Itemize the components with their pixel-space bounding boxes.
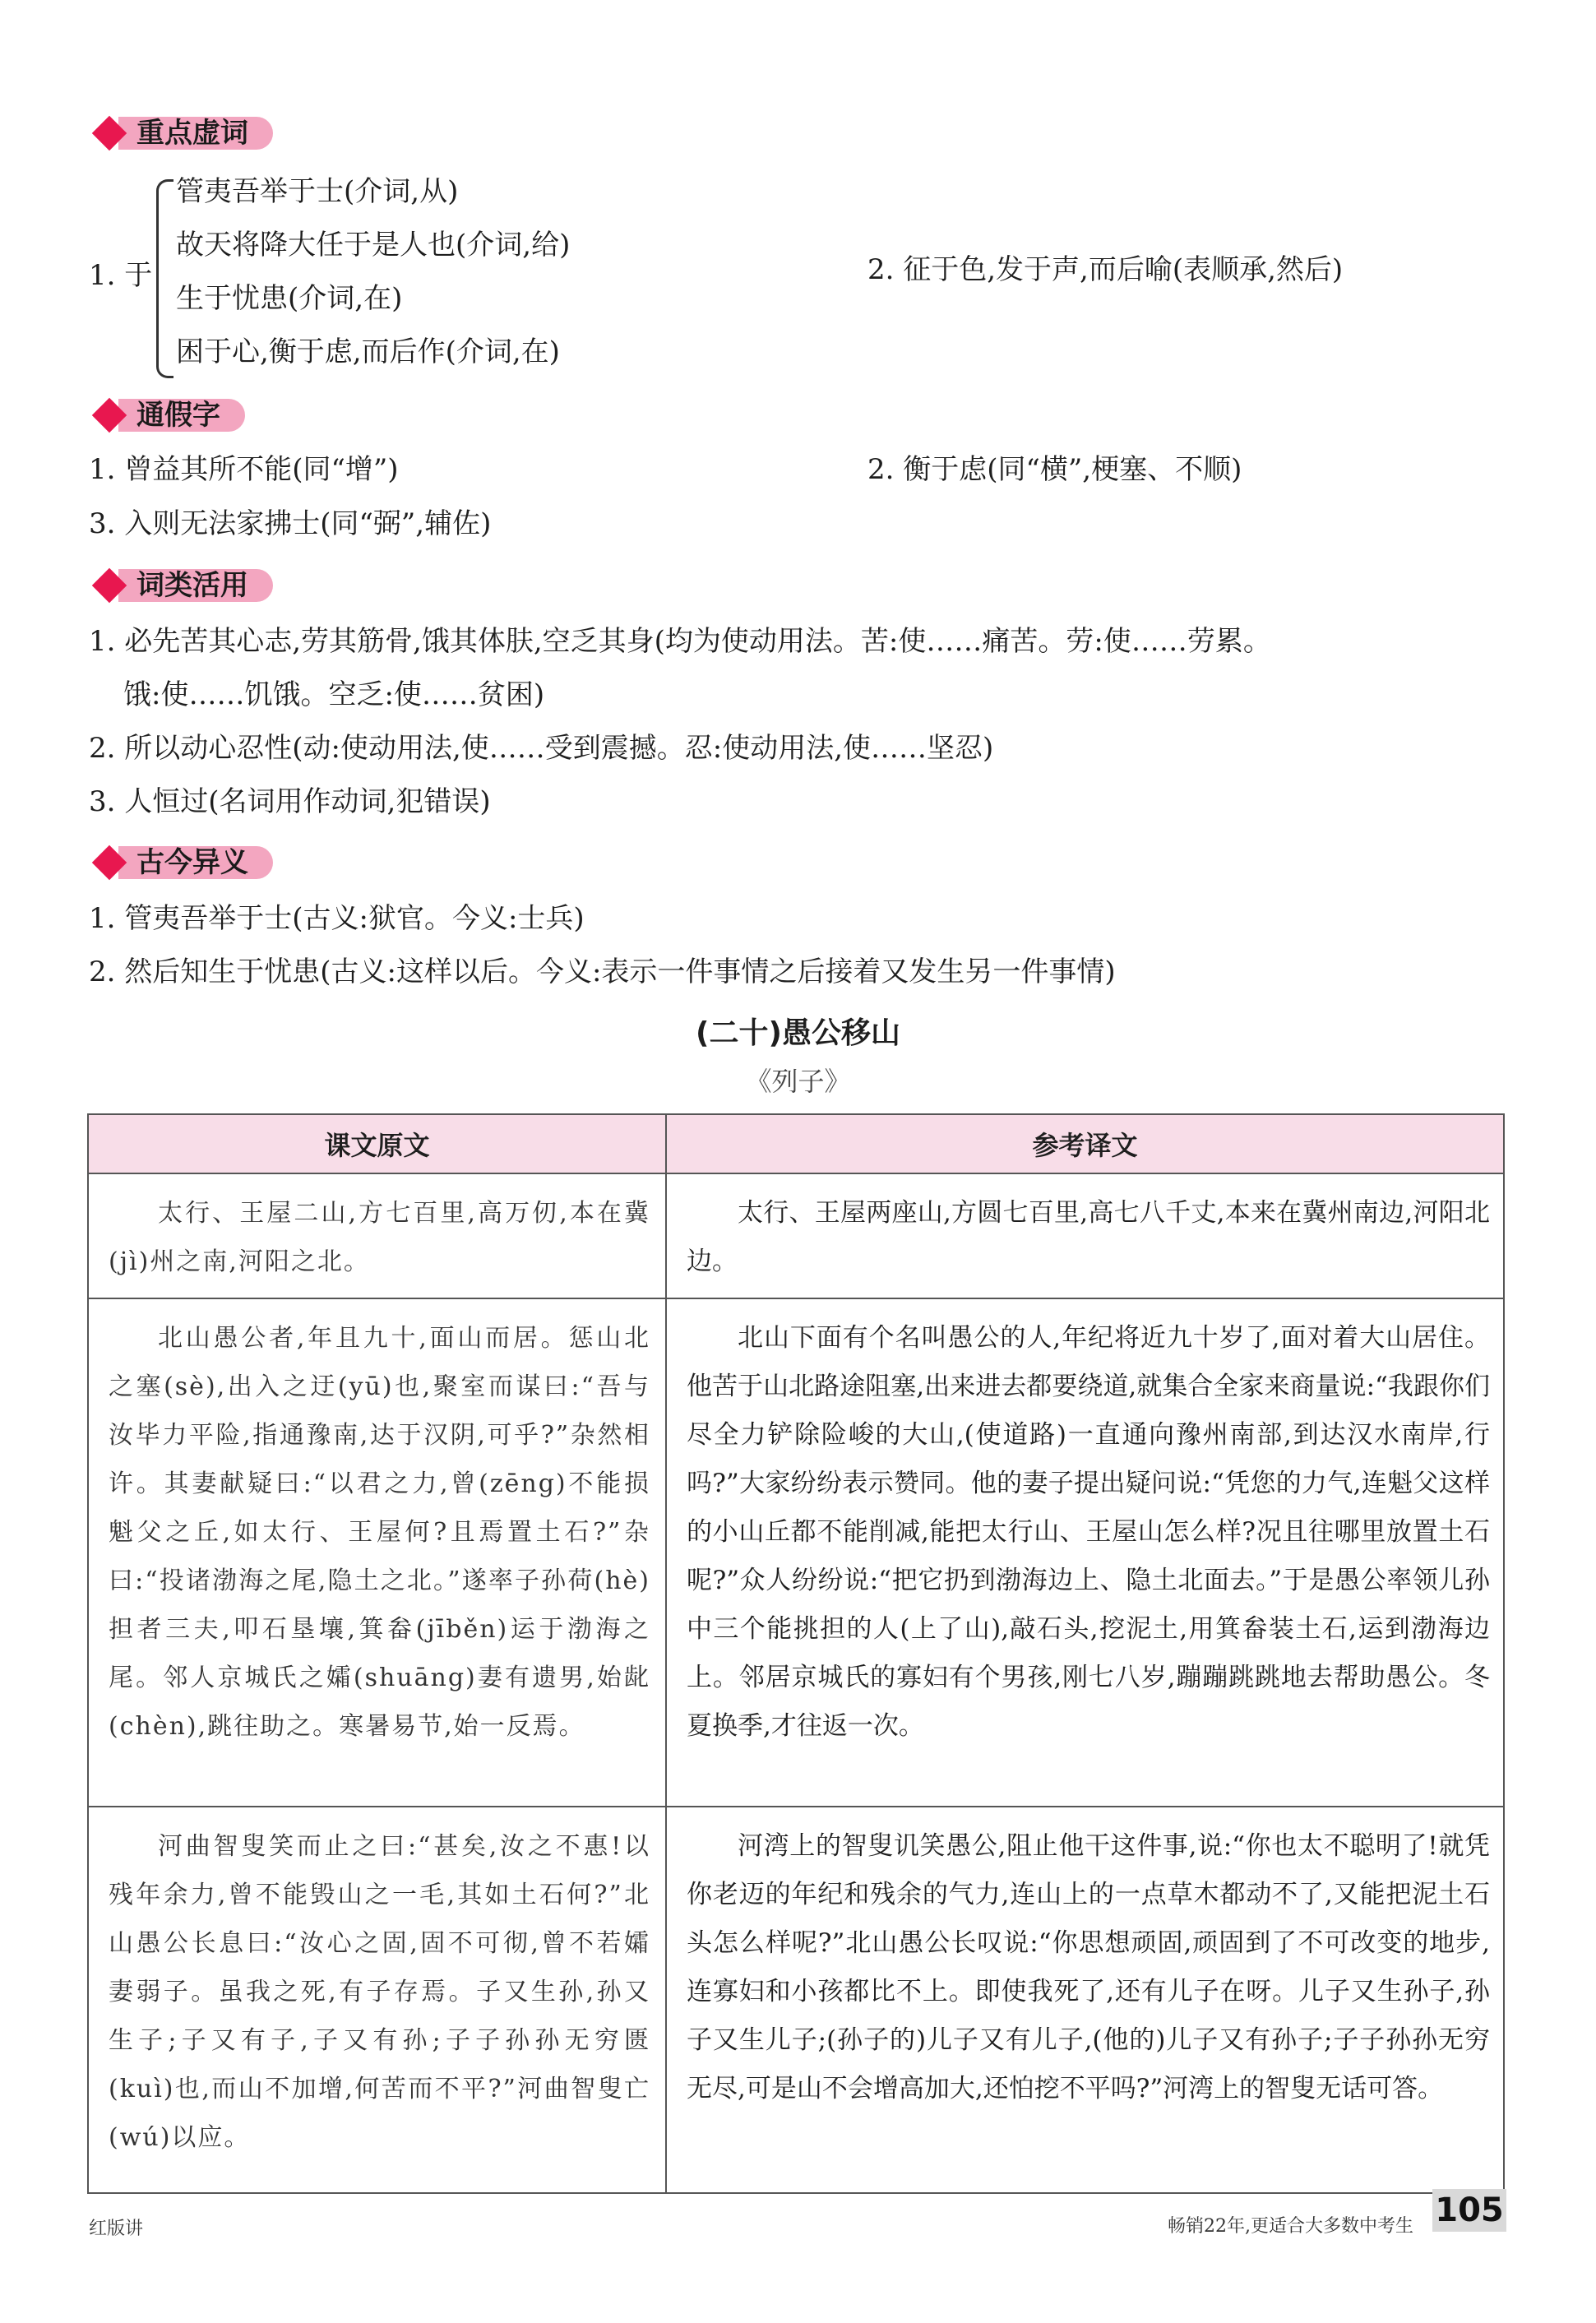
example-line: 2. 所以动心忍性(动:使动用法,使……受到震撼。忍:使动用法,使……坚忍) (89, 732, 994, 765)
column-header-original: 课文原文 (88, 1114, 666, 1173)
table-row (88, 1298, 1504, 1807)
example-line: 2. 然后知生于忧患(古义:这样以后。今义:表示一件事情之后接着又发生另一件事情) (89, 956, 1116, 988)
column-header-translation: 参考译文 (666, 1114, 1504, 1173)
section-header-label: 古今异义 (118, 846, 273, 879)
section-header-label: 重点虚词 (118, 117, 273, 150)
example-line: 2. 衡于虑(同“横”,梗塞、不顺) (867, 453, 1242, 486)
example-line: 生于忧患(介词,在) (176, 282, 403, 315)
example-line: 2. 征于色,发于声,而后喻(表顺承,然后) (867, 253, 1344, 286)
text-translation-table (87, 1113, 1505, 2194)
article-title: (二十)愚公移山 (696, 1016, 900, 1050)
page-number: 105 (1432, 2189, 1506, 2232)
brace-bracket (156, 179, 173, 378)
section-header-label: 词类活用 (118, 569, 273, 602)
original-text-cell: 北山愚公者,年且九十,面山而居。惩山北之塞(sè),出入之迂(yū)也,聚室而谋曰:“吾与汝毕力平险,指通豫南,达于汉阴,可乎?”杂然相许。其妻献疑曰:“以君之力,曾(zēng)不能损魁父之丘,如太行、王屋何?且焉置土石?”杂曰:“投诸渤海之尾,隐土之北。”遂率子孙荷(hè)担者三夫,叩石垦壤,箕畚(jīběn)运于渤海之尾。邻人京城氏之孀(shuāng)妻有遗男,始龀(chèn),跳往助之。寒暑易节,始一反焉。 (88, 1298, 666, 1807)
table-header-row (88, 1114, 1504, 1173)
section-header-label: 通假字 (118, 399, 245, 432)
table-row (88, 1173, 1504, 1298)
example-line: 1. 管夷吾举于士(古义:狱官。今义:士兵) (89, 902, 585, 935)
example-line: 管夷吾举于士(介词,从) (176, 175, 459, 208)
example-line: 故天将降大任于是人也(介词,给) (176, 229, 571, 261)
translation-text-cell: 河湾上的智叟讥笑愚公,阻止他干这件事,说:“你也太不聪明了!就凭你老迈的年纪和残余的气力,连山上的一点草木都动不了,又能把泥土石头怎么样呢?”北山愚公长叹说:“你思想顽固,顽固到了不可改变的地步,连寡妇和小孩都比不上。即使我死了,还有儿子在呀。儿子又生孙子,孙子又生儿子;(孙子的)儿子又有儿子,(他的)儿子又有孙子;子子孙孙无穷无尽,可是山不会增高加大,还怕挖不平吗?”河湾上的智叟无话可答。 (666, 1807, 1504, 2193)
example-line: 饿:使……饥饿。空乏:使……贫困) (123, 678, 545, 711)
example-line: 1. 曾益其所不能(同“增”) (89, 453, 399, 486)
section-header-ancient-modern-meaning (89, 845, 273, 881)
example-line: 困于心,衡于虑,而后作(介词,在) (176, 335, 560, 368)
example-line: 3. 人恒过(名词用作动词,犯错误) (89, 785, 491, 818)
translation-text-cell: 太行、王屋两座山,方圆七百里,高七八千丈,本来在冀州南边,河阳北边。 (666, 1173, 1504, 1298)
section-header-interchangeable-characters (89, 397, 245, 433)
example-line: 1. 必先苦其心志,劳其筋骨,饿其体肤,空乏其身(均为使动用法。苦:使……痛苦。劳:使……劳累。 (89, 625, 1271, 658)
item-label: 1. 于 (89, 259, 153, 292)
footer-slogan: 畅销22年,更适合大多数中考生 (1168, 2216, 1413, 2237)
original-text-cell: 太行、王屋二山,方七百里,高万仞,本在冀(jì)州之南,河阳之北。 (88, 1173, 666, 1298)
original-text-cell: 河曲智叟笑而止之曰:“甚矣,汝之不惠!以残年余力,曾不能毁山之一毛,其如土石何?”北山愚公长息曰:“汝心之固,固不可彻,曾不若孀妻弱子。虽我之死,有子存焉。子又生孙,孙又生子;子又有子,子又有孙;子子孙孙无穷匮(kuì)也,而山不加增,何苦而不平?”河曲智叟亡(wú)以应。 (88, 1807, 666, 2193)
section-header-word-class-usage (89, 567, 273, 604)
article-author: 《列子》 (745, 1066, 851, 1097)
footer-brand: 红版讲 (89, 2219, 144, 2239)
table-row (88, 1807, 1504, 2193)
translation-text-cell: 北山下面有个名叫愚公的人,年纪将近九十岁了,面对着大山居住。他苦于山北路途阻塞,出来进去都要绕道,就集合全家来商量说:“我跟你们尽全力铲除险峻的大山,(使道路)一直通向豫州南部,到达汉水南岸,行吗?”大家纷纷表示赞同。他的妻子提出疑问说:“凭您的力气,连魁父这样的小山丘都不能削减,能把太行山、王屋山怎么样?况且往哪里放置土石呢?”众人纷纷说:“把它扔到渤海边上、隐土北面去。”于是愚公率领儿孙中三个能挑担的人(上了山),敲石头,挖泥土,用箕畚装土石,运到渤海边上。邻居京城氏的寡妇有个男孩,刚七八岁,蹦蹦跳跳地去帮助愚公。冬夏换季,才往返一次。 (666, 1298, 1504, 1807)
example-line: 3. 入则无法家拂士(同“弼”,辅佐) (89, 507, 492, 540)
section-header-key-function-words (89, 115, 273, 151)
